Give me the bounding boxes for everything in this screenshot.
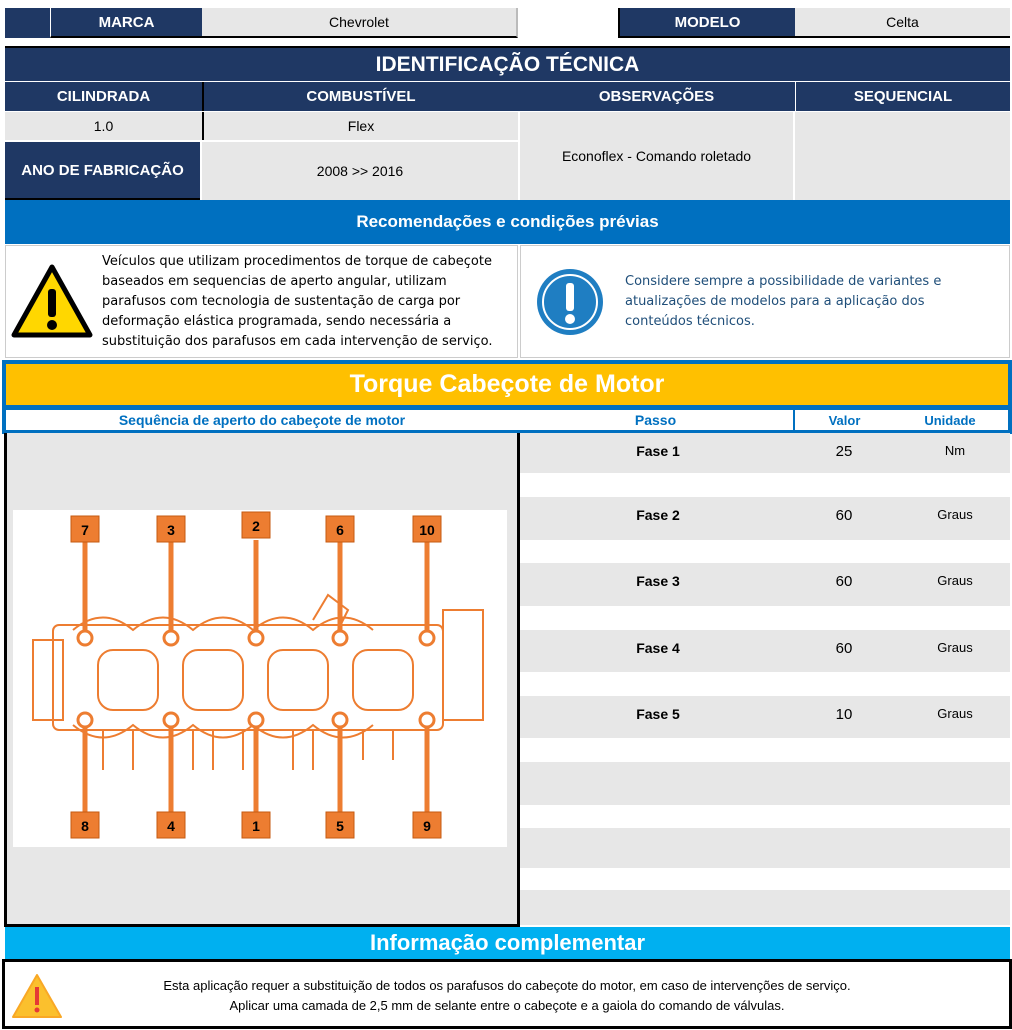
bolt-marker: [333, 631, 347, 645]
bolt-marker: [78, 631, 92, 645]
tech-title: IDENTIFICAÇÃO TÉCNICA: [5, 46, 1010, 81]
marca-label: MARCA: [50, 8, 202, 38]
bolt-number-bottom: 8: [81, 818, 89, 834]
complementar-box: [2, 959, 1012, 1029]
phase-row: [520, 762, 1010, 805]
phase-passo: Fase 3: [636, 573, 680, 589]
col-passo: Passo: [518, 410, 795, 430]
phase-valor: 10: [835, 706, 853, 723]
phase-row: [520, 563, 1010, 606]
bolt-number-bottom: 9: [423, 818, 431, 834]
complementar-line2: Aplicar uma camada de 2,5 mm de selante entre o cabeçote e a gaiola do comando de válvulas.: [229, 997, 785, 1013]
phase-passo: Fase 1: [636, 443, 680, 459]
bolt-number-top: 6: [336, 522, 344, 538]
info-box: [520, 245, 1010, 358]
observacoes-header: OBSERVAÇÕES: [518, 82, 795, 111]
sequencial-value: [795, 112, 1010, 200]
bolt-number-top: 2: [252, 518, 260, 534]
cylinder-head-diagram: [13, 510, 507, 847]
phase-row: [520, 433, 1010, 473]
modelo-value: Celta: [795, 8, 1010, 38]
combustivel-header: COMBUSTÍVEL: [202, 82, 518, 111]
bolt-marker: [164, 713, 178, 727]
bolt-number-bottom: 4: [167, 818, 175, 834]
col-sequence: Sequência de aperto do cabeçote de motor: [118, 412, 406, 428]
info-exclamation-icon: [535, 267, 605, 337]
bolt-marker: [420, 713, 434, 727]
cilindrada-value: 1.0: [5, 112, 202, 140]
phase-unidade: Graus: [937, 640, 973, 655]
info-text: Considere sempre a possibilidade de variantes e atualizações de modelos para a aplicação dos conteúdos técnicos.: [625, 273, 942, 329]
col-unidade: Unidade: [924, 412, 976, 428]
phase-unidade: Nm: [944, 443, 966, 458]
header-left-band: [5, 8, 50, 38]
modelo-label: MODELO: [618, 8, 795, 38]
complementar-title: Informação complementar: [5, 927, 1010, 959]
bolt-marker: [164, 631, 178, 645]
torque-title: Torque Cabeçote de Motor: [6, 364, 1008, 405]
bolt-number-top: 10: [419, 522, 435, 538]
col-valor: Valor: [828, 412, 861, 428]
ano-value: 2008 >> 2016: [202, 142, 518, 200]
cilindrada-header: CILINDRADA: [5, 82, 202, 111]
recomendacoes-title: Recomendações e condições prévias: [5, 200, 1010, 244]
phase-valor: 25: [835, 443, 853, 460]
combustivel-value: Flex: [202, 112, 518, 140]
phase-row: [520, 696, 1010, 738]
bolt-marker: [420, 631, 434, 645]
phase-valor: 60: [835, 640, 853, 657]
observacoes-value: Econoflex - Comando roletado: [520, 112, 793, 200]
bolt-number-top: 7: [81, 522, 89, 538]
phase-valor: 60: [835, 507, 853, 524]
bolt-number-top: 3: [167, 522, 175, 538]
warning-box: [5, 245, 518, 358]
ano-label: ANO DE FABRICAÇÃO: [5, 142, 200, 200]
warning-text: Veículos que utilizam procedimentos de torque de cabeçote baseados em sequencias de aperto angular, utilizam parafusos com tecnologia de sustentação de carga por deformação elástica programada, sendo necessária a substituição dos parafusos em cada intervenção de serviço.: [102, 253, 493, 349]
complementar-line1: Esta aplicação requer a substituição de todos os parafusos do cabeçote do motor, em caso de intervenções de serviço.: [163, 977, 851, 993]
phase-unidade: Graus: [937, 507, 973, 522]
bolt-number-bottom: 5: [336, 818, 344, 834]
phase-row: [520, 497, 1010, 540]
phase-unidade: Graus: [937, 706, 973, 721]
warning-icon: [10, 263, 94, 341]
phase-passo: Fase 2: [636, 507, 680, 523]
phase-row: [520, 630, 1010, 672]
bolt-marker: [333, 713, 347, 727]
phase-passo: Fase 5: [636, 706, 680, 722]
phase-passo: Fase 4: [636, 640, 680, 656]
phase-valor: 60: [835, 573, 853, 590]
bolt-marker: [249, 713, 263, 727]
phase-unidade: Graus: [937, 573, 973, 588]
bolt-marker: [78, 713, 92, 727]
phase-row: [520, 828, 1010, 868]
bolt-marker: [249, 631, 263, 645]
sequencial-header: SEQUENCIAL: [795, 82, 1010, 111]
bolt-number-bottom: 1: [252, 818, 260, 834]
phase-row: [520, 890, 1010, 925]
marca-value: Chevrolet: [202, 8, 518, 38]
